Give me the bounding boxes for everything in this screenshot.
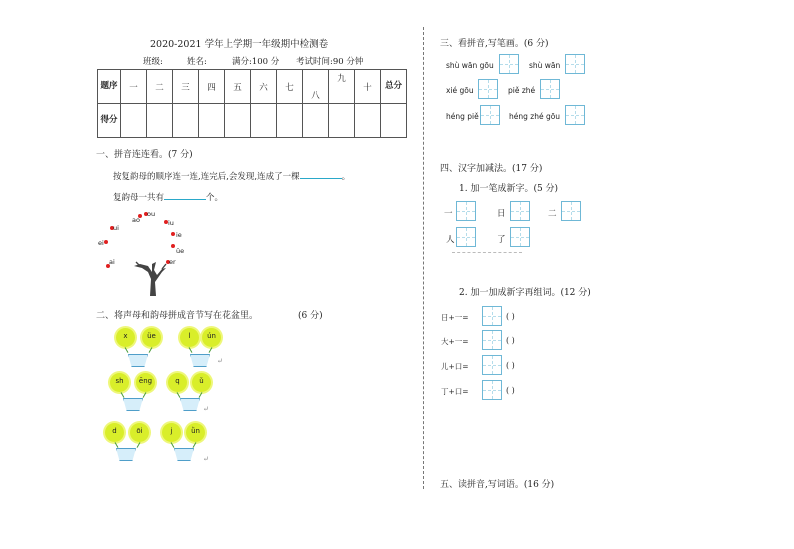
score-cell[interactable] bbox=[199, 104, 225, 138]
flower-ue: üe bbox=[142, 328, 161, 347]
flower-pot-answer[interactable] bbox=[128, 354, 148, 367]
tree-trunk-image bbox=[122, 252, 168, 298]
stroke-pinyin: héng zhé gōu bbox=[509, 112, 561, 121]
writing-grid[interactable] bbox=[540, 79, 560, 99]
enter-mark: ↵ bbox=[217, 357, 223, 365]
col-6: 六 bbox=[251, 70, 277, 104]
flower-vn: ǜn bbox=[186, 423, 205, 442]
answer-blank-count[interactable] bbox=[164, 199, 206, 200]
score-cell[interactable] bbox=[329, 104, 355, 138]
exam-time-label: 考试时间:90 分钟 bbox=[296, 57, 364, 67]
answer-blank-tree[interactable] bbox=[300, 178, 342, 179]
flower-un: ún bbox=[202, 328, 221, 347]
col-3: 三 bbox=[173, 70, 199, 104]
base-char: 二 bbox=[548, 209, 557, 219]
section1-heading: 一、拼音连连看。(7 分) bbox=[96, 150, 193, 160]
writing-grid[interactable] bbox=[565, 105, 585, 125]
equation: 大+一= bbox=[441, 337, 469, 346]
score-cell[interactable] bbox=[173, 104, 199, 138]
section4-sub2: 2. 加一加成新字再组词。(12 分) bbox=[459, 288, 591, 298]
writing-grid[interactable] bbox=[510, 201, 530, 221]
score-cell[interactable] bbox=[355, 104, 381, 138]
section4-heading: 四、汉字加减法。(17 分) bbox=[440, 164, 543, 174]
writing-grid[interactable] bbox=[482, 355, 502, 375]
class-label: 班级: bbox=[143, 57, 163, 67]
flower-x: x bbox=[116, 328, 135, 347]
bead-ie[interactable] bbox=[171, 232, 175, 236]
writing-grid[interactable] bbox=[482, 306, 502, 326]
section2-points: (6 分) bbox=[298, 311, 323, 321]
base-char: 日 bbox=[497, 209, 506, 219]
enter-mark: ↵ bbox=[203, 405, 209, 413]
section1-line2: 复韵母一共有 个。 bbox=[113, 193, 224, 203]
writing-grid[interactable] bbox=[456, 227, 476, 247]
flower-pot-answer[interactable] bbox=[174, 448, 194, 461]
score-cell[interactable] bbox=[225, 104, 251, 138]
table-row bbox=[98, 70, 407, 104]
stroke-pinyin: shù wān bbox=[529, 61, 561, 70]
writing-grid[interactable] bbox=[482, 330, 502, 350]
writing-grid[interactable] bbox=[499, 54, 519, 74]
name-label: 姓名: bbox=[187, 57, 207, 67]
flower-pot-answer[interactable] bbox=[123, 398, 143, 411]
bead-ei[interactable] bbox=[104, 240, 108, 244]
equation: 儿+口= bbox=[441, 362, 469, 371]
section4-sub1: 1. 加一笔成新字。(5 分) bbox=[459, 184, 559, 194]
base-char: 人 bbox=[446, 235, 455, 245]
base-char: 了 bbox=[497, 235, 506, 245]
section5-heading: 五、读拼音,写词语。(16 分) bbox=[440, 480, 555, 490]
row-label-question: 题序 bbox=[98, 70, 121, 104]
writing-grid[interactable] bbox=[510, 227, 530, 247]
col-total: 总分 bbox=[381, 70, 407, 104]
flower-oi: ōi bbox=[130, 423, 149, 442]
stroke-pinyin: héng piě bbox=[446, 112, 479, 121]
col-10: 十 bbox=[355, 70, 381, 104]
bead-ue[interactable] bbox=[171, 244, 175, 248]
col-5: 五 bbox=[225, 70, 251, 104]
word-blank[interactable]: ( ) bbox=[506, 361, 515, 370]
bead-puzzle: ao ou iu ui ie ei üe ai er bbox=[98, 210, 188, 298]
table-row bbox=[98, 104, 407, 138]
flower-pot-answer[interactable] bbox=[180, 398, 200, 411]
flower-l: l bbox=[180, 328, 199, 347]
flower-pots bbox=[110, 325, 220, 470]
col-1: 一 bbox=[121, 70, 147, 104]
enter-mark: ↵ bbox=[203, 455, 209, 463]
score-cell[interactable] bbox=[251, 104, 277, 138]
writing-grid[interactable] bbox=[561, 201, 581, 221]
writing-grid[interactable] bbox=[456, 201, 476, 221]
col-7: 七 bbox=[277, 70, 303, 104]
writing-grid[interactable] bbox=[482, 380, 502, 400]
flower-q: q bbox=[168, 373, 187, 392]
equation: 日+一= bbox=[441, 313, 469, 322]
stroke-pinyin: xié gōu bbox=[446, 86, 474, 95]
equation: 丁+口= bbox=[441, 387, 469, 396]
col-8: 八 bbox=[303, 70, 329, 104]
section3-heading: 三、看拼音,写笔画。(6 分) bbox=[440, 39, 549, 49]
flower-eng: ēng bbox=[136, 373, 155, 392]
col-9: 九 bbox=[329, 70, 355, 104]
writing-grid[interactable] bbox=[480, 105, 500, 125]
word-blank[interactable]: ( ) bbox=[506, 386, 515, 395]
section1-line1: 按复韵母的顺序连一连,连完后,会发现,连成了一棵 。 bbox=[113, 172, 351, 182]
col-4: 四 bbox=[199, 70, 225, 104]
flower-sh: sh bbox=[110, 373, 129, 392]
writing-grid[interactable] bbox=[478, 79, 498, 99]
col-2: 二 bbox=[147, 70, 173, 104]
flower-pot-answer[interactable] bbox=[116, 448, 136, 461]
flower-pot-answer[interactable] bbox=[190, 354, 210, 367]
column-divider bbox=[423, 27, 424, 489]
exam-title: 2020-2021 学年上学期一年级期中检测卷 bbox=[150, 39, 329, 50]
flower-d: d bbox=[105, 423, 124, 442]
score-cell[interactable] bbox=[381, 104, 407, 138]
stroke-pinyin: shù wān gōu bbox=[446, 61, 494, 70]
base-char: 一 bbox=[444, 209, 453, 219]
stroke-pinyin: piě zhé bbox=[508, 86, 536, 95]
section2-heading: 二、将声母和韵母拼成音节写在花盆里。 bbox=[96, 311, 259, 321]
word-blank[interactable]: ( ) bbox=[506, 336, 515, 345]
score-cell[interactable] bbox=[277, 104, 303, 138]
score-cell[interactable] bbox=[121, 104, 147, 138]
row-label-score: 得分 bbox=[98, 104, 121, 138]
score-table bbox=[97, 69, 407, 138]
writing-grid[interactable] bbox=[565, 54, 585, 74]
score-cell[interactable] bbox=[147, 104, 173, 138]
score-cell[interactable] bbox=[303, 104, 329, 138]
word-blank[interactable]: ( ) bbox=[506, 312, 515, 321]
flower-u: ǔ bbox=[192, 373, 211, 392]
flower-j: j bbox=[162, 423, 181, 442]
full-score-label: 满分:100 分 bbox=[232, 57, 280, 67]
